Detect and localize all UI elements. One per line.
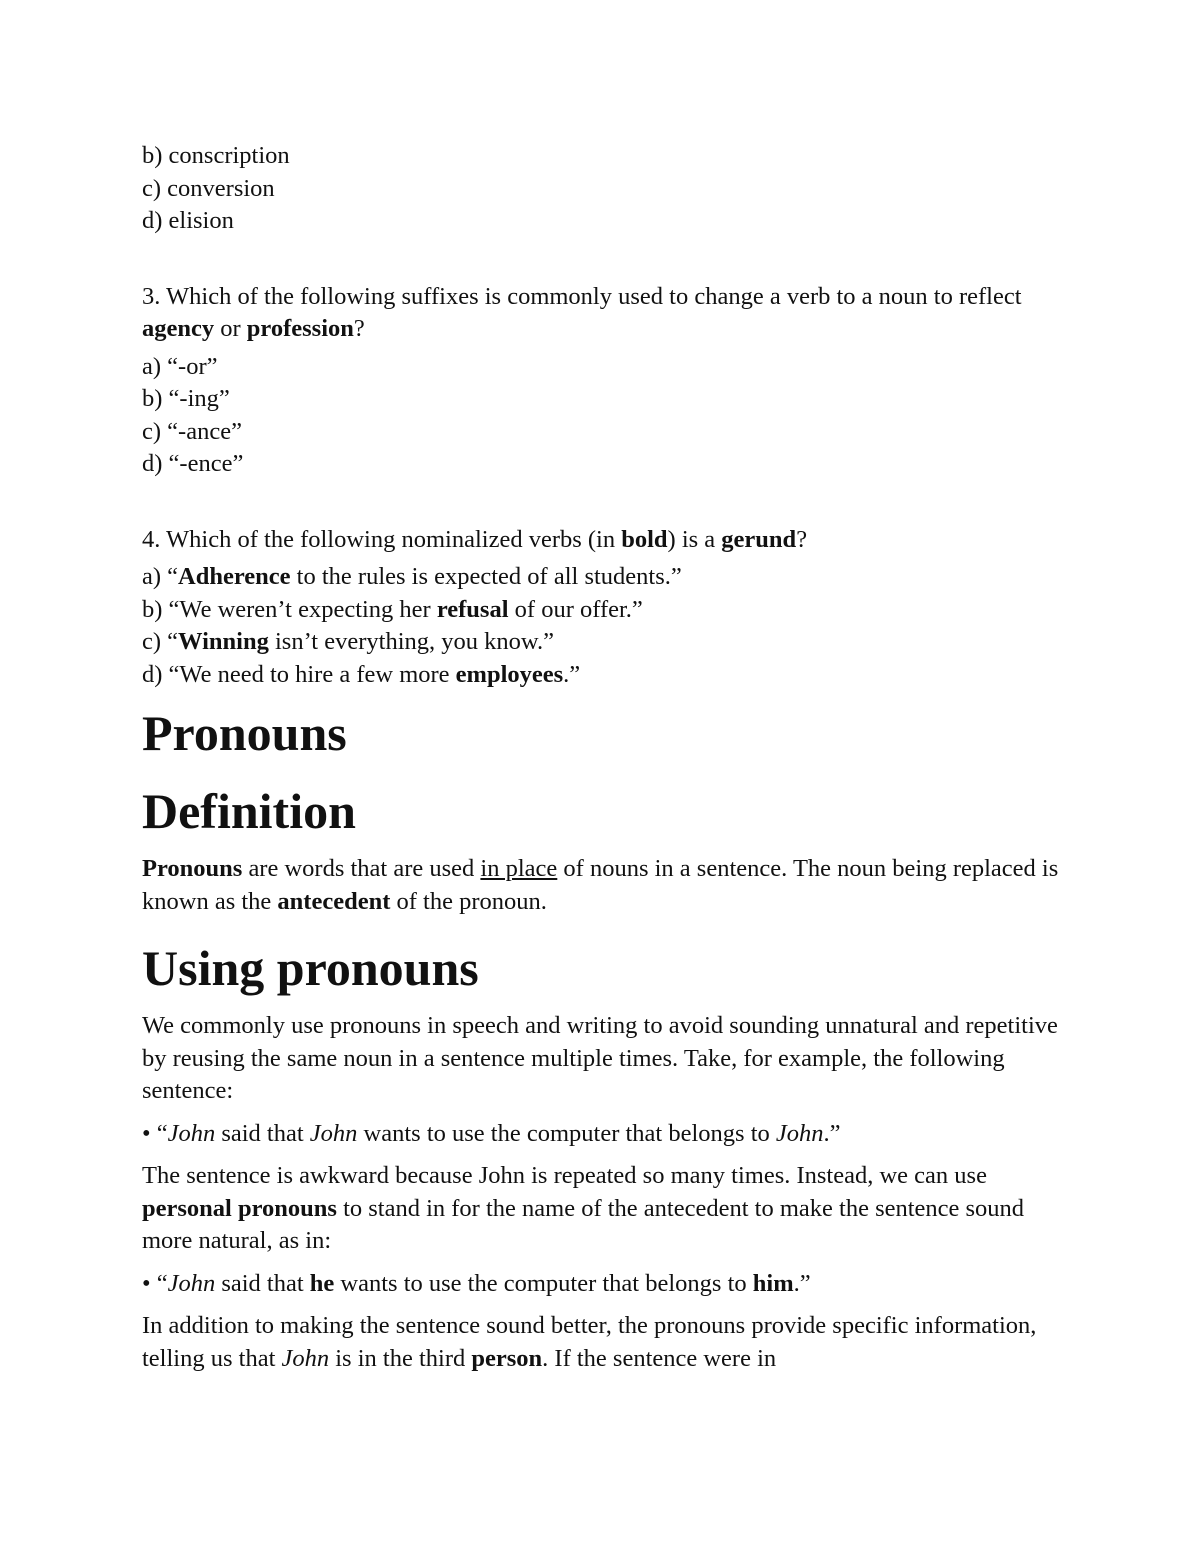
q4-option-a: a) “Adherence to the rules is expected of all students.” bbox=[142, 563, 682, 590]
q2-option-d: d) elision bbox=[142, 207, 234, 234]
q4-question: 4. Which of the following nominalized verbs (in bold) is a gerund? bbox=[142, 525, 808, 553]
q3-option-b: b) “-ing” bbox=[142, 385, 230, 412]
using-paragraph-1: We commonly use pronouns in speech and writing to avoid sounding unnatural and repetitive by reusing the same noun in a sentence multiple times. Take, for example, the following sentence: bbox=[142, 1012, 1058, 1104]
q4-option-d: d) “We need to hire a few more employees.” bbox=[142, 660, 581, 688]
page-content bbox=[142, 140, 1062, 1375]
q4-option-b: b) “We weren’t expecting her refusal of our offer.” bbox=[142, 595, 643, 623]
q3-profession: profession bbox=[246, 315, 354, 342]
q2-option-c: c) conversion bbox=[142, 174, 275, 202]
in-place-underlined: in place bbox=[480, 855, 558, 882]
q3-agency: agency bbox=[142, 315, 215, 342]
q4-gerund: gerund bbox=[721, 525, 797, 553]
q4-option-c: c) “Winning isn’t everything, you know.” bbox=[142, 628, 554, 655]
q2-option-b: b) conscription bbox=[142, 142, 290, 169]
example-sentence-2: • “John said that he wants to use the computer that belongs to him.” bbox=[142, 1269, 811, 1297]
q3-option-a: a) “-or” bbox=[142, 352, 218, 380]
heading-pronouns: Pronouns bbox=[142, 705, 347, 761]
q3-option-c: c) “-ance” bbox=[142, 417, 242, 445]
heading-using-pronouns: Using pronouns bbox=[142, 940, 479, 996]
definition-paragraph: Pronouns are words that are used in place of nouns in a sentence. The noun being replaced is known as the antecedent of the pronoun. bbox=[142, 855, 1059, 915]
q3-option-d: d) “-ence” bbox=[142, 450, 244, 477]
q3-question: 3. Which of the following suffixes is commonly used to change a verb to a noun to reflect agency or profession? bbox=[142, 282, 1022, 342]
using-paragraph-3: In addition to making the sentence sound better, the pronouns provide specific information, telling us that John is in the third person. If the sentence were in bbox=[142, 1312, 1037, 1372]
using-paragraph-2: The sentence is awkward because John is repeated so many times. Instead, we can use personal pronouns to stand in for the name of the antecedent to make the sentence sound more natural, as in: bbox=[142, 1162, 1025, 1254]
example-sentence-1: • “John said that John wants to use the computer that belongs to John.” bbox=[142, 1119, 841, 1147]
heading-definition: Definition bbox=[142, 783, 356, 839]
